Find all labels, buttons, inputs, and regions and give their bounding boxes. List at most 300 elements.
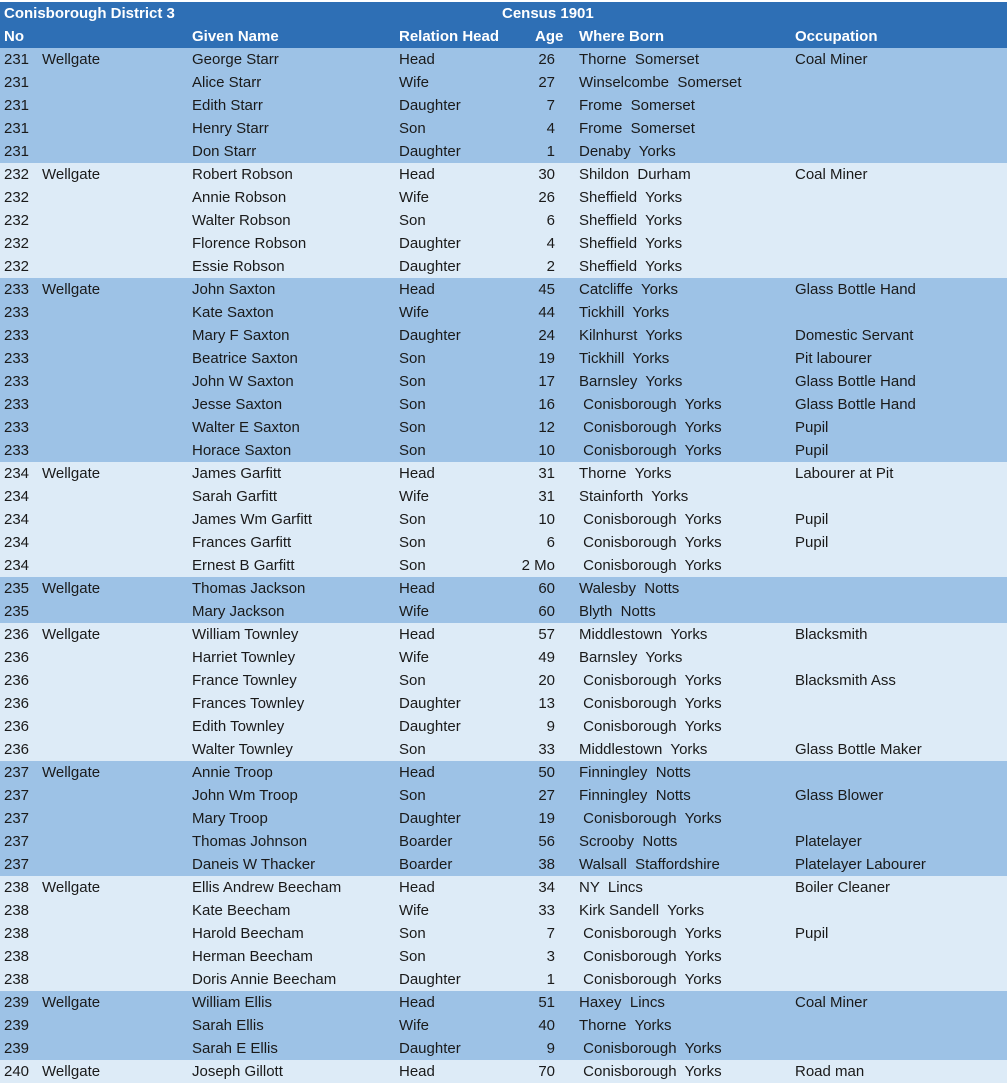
age-cell: 34 [538,879,555,896]
street-name-cell: Wellgate [42,1063,101,1080]
house-number-cell: 238 [4,925,30,942]
relation-to-head-cell: Son [399,442,426,459]
table-row [0,48,1007,71]
where-born-cell: Barnsley Yorks [579,649,683,666]
table-row [0,163,1007,186]
occupation-cell: Glass Bottle Hand [795,373,916,390]
where-born-cell: Tickhill Yorks [579,350,670,367]
relation-to-head-cell: Son [399,534,426,551]
table-row [0,715,1007,738]
where-born-cell: Denaby Yorks [579,143,676,160]
relation-to-head-cell: Wife [399,189,429,206]
house-number-cell: 236 [4,672,30,689]
table-row [0,807,1007,830]
given-name-cell: France Townley [192,672,297,689]
where-born-cell: Haxey Lincs [579,994,665,1011]
age-cell: 12 [538,419,555,436]
given-name-cell: Robert Robson [192,166,293,183]
house-number-cell: 233 [4,419,30,436]
column-header-where-born: Where Born [579,28,665,45]
house-number-cell: 237 [4,810,30,827]
table-row [0,922,1007,945]
column-header-occupation: Occupation [795,28,878,45]
occupation-cell: Blacksmith [795,626,868,643]
age-cell: 40 [538,1017,555,1034]
table-row [0,117,1007,140]
age-cell: 19 [538,810,555,827]
relation-to-head-cell: Son [399,741,426,758]
given-name-cell: Kate Beecham [192,902,291,919]
occupation-cell: Coal Miner [795,51,868,68]
relation-to-head-cell: Son [399,120,426,137]
where-born-cell: Conisborough Yorks [579,442,722,459]
street-name-cell: Wellgate [42,764,101,781]
where-born-cell: Blyth Notts [579,603,656,620]
age-cell: 33 [538,741,555,758]
relation-to-head-cell: Son [399,373,426,390]
house-number-cell: 236 [4,649,30,666]
age-cell: 31 [538,488,555,505]
table-row [0,623,1007,646]
where-born-cell: Kilnhurst Yorks [579,327,683,344]
relation-to-head-cell: Head [399,1063,435,1080]
occupation-cell: Glass Blower [795,787,884,804]
given-name-cell: Jesse Saxton [192,396,283,413]
given-name-cell: Horace Saxton [192,442,292,459]
table-row [0,899,1007,922]
table-row [0,830,1007,853]
table-row [0,761,1007,784]
relation-to-head-cell: Wife [399,649,429,666]
given-name-cell: Harriet Townley [192,649,296,666]
where-born-cell: Stainforth Yorks [579,488,689,505]
relation-to-head-cell: Boarder [399,833,453,850]
given-name-cell: Alice Starr [192,74,262,91]
relation-to-head-cell: Head [399,465,435,482]
census-year-title: Census 1901 [502,5,594,22]
age-cell: 9 [546,718,555,735]
given-name-cell: Ernest B Garfitt [192,557,295,574]
street-name-cell: Wellgate [42,879,101,896]
age-cell: 44 [538,304,555,321]
relation-to-head-cell: Son [399,925,426,942]
relation-to-head-cell: Daughter [399,971,461,988]
age-cell: 26 [538,51,555,68]
relation-to-head-cell: Daughter [399,97,461,114]
age-cell: 1 [546,143,555,160]
table-row [0,577,1007,600]
where-born-cell: Thorne Yorks [579,1017,672,1034]
house-number-cell: 238 [4,948,30,965]
house-number-cell: 239 [4,994,30,1011]
table-row [0,393,1007,416]
given-name-cell: William Townley [192,626,299,643]
age-cell: 50 [538,764,555,781]
given-name-cell: Annie Troop [192,764,273,781]
given-name-cell: Walter Townley [192,741,293,758]
relation-to-head-cell: Head [399,994,435,1011]
age-cell: 49 [538,649,555,666]
house-number-cell: 237 [4,764,30,781]
age-cell: 26 [538,189,555,206]
occupation-cell: Platelayer [795,833,862,850]
table-row [0,669,1007,692]
given-name-cell: Essie Robson [192,258,285,275]
occupation-cell: Pupil [795,442,829,459]
where-born-cell: Frome Somerset [579,120,695,137]
given-name-cell: Beatrice Saxton [192,350,298,367]
relation-to-head-cell: Daughter [399,718,461,735]
house-number-cell: 234 [4,534,30,551]
table-row [0,968,1007,991]
age-cell: 10 [538,511,555,528]
relation-to-head-cell: Daughter [399,258,461,275]
street-name-cell: Wellgate [42,580,101,597]
relation-to-head-cell: Wife [399,603,429,620]
table-row [0,1037,1007,1060]
age-cell: 4 [546,120,555,137]
age-cell: 24 [538,327,555,344]
house-number-cell: 234 [4,511,30,528]
where-born-cell: Barnsley Yorks [579,373,683,390]
relation-to-head-cell: Wife [399,304,429,321]
age-cell: 3 [546,948,555,965]
given-name-cell: Edith Townley [192,718,285,735]
age-cell: 70 [538,1063,555,1080]
house-number-cell: 238 [4,971,30,988]
house-number-cell: 236 [4,626,30,643]
table-row [0,71,1007,94]
where-born-cell: Kirk Sandell Yorks [579,902,705,919]
age-cell: 6 [546,212,555,229]
given-name-cell: Edith Starr [192,97,263,114]
table-row [0,301,1007,324]
house-number-cell: 237 [4,833,30,850]
where-born-cell: NY Lincs [579,879,643,896]
house-number-cell: 233 [4,327,30,344]
where-born-cell: Conisborough Yorks [579,557,722,574]
street-name-cell: Wellgate [42,281,101,298]
house-number-cell: 233 [4,281,30,298]
relation-to-head-cell: Head [399,580,435,597]
given-name-cell: Henry Starr [192,120,269,137]
age-cell: 27 [538,74,555,91]
given-name-cell: Daneis W Thacker [192,856,316,873]
table-row [0,94,1007,117]
where-born-cell: Sheffield Yorks [579,189,683,206]
occupation-cell: Platelayer Labourer [795,856,926,873]
occupation-cell: Glass Bottle Maker [795,741,922,758]
age-cell: 7 [546,925,555,942]
table-row [0,1014,1007,1037]
house-number-cell: 234 [4,488,30,505]
given-name-cell: Sarah Ellis [192,1017,264,1034]
house-number-cell: 232 [4,189,30,206]
occupation-cell: Pupil [795,534,829,551]
age-cell: 60 [538,580,555,597]
house-number-cell: 235 [4,603,30,620]
relation-to-head-cell: Boarder [399,856,453,873]
where-born-cell: Conisborough Yorks [579,925,722,942]
age-cell: 17 [538,373,555,390]
street-name-cell: Wellgate [42,51,101,68]
relation-to-head-cell: Wife [399,74,429,91]
where-born-cell: Shildon Durham [579,166,691,183]
given-name-cell: Herman Beecham [192,948,313,965]
relation-to-head-cell: Head [399,51,435,68]
house-number-cell: 232 [4,258,30,275]
table-row [0,1060,1007,1083]
table-row [0,416,1007,439]
occupation-cell: Pupil [795,419,829,436]
where-born-cell: Finningley Notts [579,764,691,781]
age-cell: 10 [538,442,555,459]
relation-to-head-cell: Son [399,672,426,689]
age-cell: 7 [546,97,555,114]
age-cell: 1 [546,971,555,988]
occupation-cell: Glass Bottle Hand [795,281,916,298]
relation-to-head-cell: Head [399,281,435,298]
occupation-cell: Labourer at Pit [795,465,894,482]
table-row [0,278,1007,301]
house-number-cell: 239 [4,1040,30,1057]
where-born-cell: Scrooby Notts [579,833,678,850]
house-number-cell: 231 [4,51,30,68]
house-number-cell: 236 [4,741,30,758]
where-born-cell: Thorne Yorks [579,465,672,482]
given-name-cell: Annie Robson [192,189,287,206]
table-row [0,646,1007,669]
age-cell: 51 [538,994,555,1011]
where-born-cell: Thorne Somerset [579,51,700,68]
age-cell: 2 [546,258,555,275]
where-born-cell: Walsall Staffordshire [579,856,720,873]
house-number-cell: 231 [4,97,30,114]
house-number-cell: 233 [4,304,30,321]
house-number-cell: 233 [4,396,30,413]
occupation-cell: Pupil [795,925,829,942]
table-row [0,692,1007,715]
house-number-cell: 231 [4,74,30,91]
where-born-cell: Tickhill Yorks [579,304,670,321]
house-number-cell: 240 [4,1063,30,1080]
table-row [0,485,1007,508]
relation-to-head-cell: Son [399,511,426,528]
given-name-cell: John Wm Troop [192,787,298,804]
table-row [0,370,1007,393]
table-row [0,600,1007,623]
where-born-cell: Conisborough Yorks [579,971,722,988]
table-row [0,945,1007,968]
column-header-given-name: Given Name [192,28,279,45]
street-name-cell: Wellgate [42,994,101,1011]
given-name-cell: Thomas Johnson [192,833,308,850]
relation-to-head-cell: Wife [399,488,429,505]
age-cell: 45 [538,281,555,298]
occupation-cell: Pit labourer [795,350,872,367]
column-header-age: Age [535,28,564,45]
age-cell: 30 [538,166,555,183]
given-name-cell: Thomas Jackson [192,580,306,597]
table-row [0,853,1007,876]
age-cell: 9 [546,1040,555,1057]
table-row [0,554,1007,577]
house-number-cell: 237 [4,787,30,804]
given-name-cell: James Wm Garfitt [192,511,313,528]
title-bar [0,2,1007,25]
table-row [0,876,1007,899]
table-row [0,439,1007,462]
given-name-cell: Don Starr [192,143,257,160]
table-row [0,209,1007,232]
table-row [0,462,1007,485]
given-name-cell: Doris Annie Beecham [192,971,337,988]
table-row [0,255,1007,278]
relation-to-head-cell: Son [399,396,426,413]
occupation-cell: Blacksmith Ass [795,672,896,689]
age-cell: 57 [538,626,555,643]
relation-to-head-cell: Daughter [399,810,461,827]
age-cell: 27 [538,787,555,804]
street-name-cell: Wellgate [42,465,101,482]
given-name-cell: Kate Saxton [192,304,274,321]
relation-to-head-cell: Son [399,419,426,436]
where-born-cell: Conisborough Yorks [579,718,722,735]
given-name-cell: Harold Beecham [192,925,304,942]
relation-to-head-cell: Son [399,557,426,574]
house-number-cell: 231 [4,120,30,137]
house-number-cell: 232 [4,212,30,229]
age-cell: 20 [538,672,555,689]
occupation-cell: Pupil [795,511,829,528]
relation-to-head-cell: Wife [399,902,429,919]
where-born-cell: Finningley Notts [579,787,691,804]
relation-to-head-cell: Daughter [399,1040,461,1057]
occupation-cell: Boiler Cleaner [795,879,891,896]
where-born-cell: Conisborough Yorks [579,419,722,436]
relation-to-head-cell: Daughter [399,327,461,344]
table-row [0,140,1007,163]
given-name-cell: John W Saxton [192,373,294,390]
age-cell: 33 [538,902,555,919]
age-cell: 60 [538,603,555,620]
house-number-cell: 236 [4,695,30,712]
age-cell: 19 [538,350,555,367]
relation-to-head-cell: Wife [399,1017,429,1034]
table-row [0,784,1007,807]
age-cell: 31 [538,465,555,482]
table-row [0,738,1007,761]
house-number-cell: 237 [4,856,30,873]
table-row [0,324,1007,347]
occupation-cell: Glass Bottle Hand [795,396,916,413]
where-born-cell: Conisborough Yorks [579,695,722,712]
given-name-cell: Walter E Saxton [192,419,300,436]
age-cell: 13 [538,695,555,712]
where-born-cell: Conisborough Yorks [579,810,722,827]
column-header-relation: Relation Head [399,28,500,45]
table-row [0,991,1007,1014]
street-name-cell: Wellgate [42,166,101,183]
street-name-cell: Wellgate [42,626,101,643]
where-born-cell: Conisborough Yorks [579,1063,722,1080]
house-number-cell: 235 [4,580,30,597]
house-number-cell: 234 [4,465,30,482]
relation-to-head-cell: Son [399,212,426,229]
given-name-cell: Mary F Saxton [192,327,290,344]
relation-to-head-cell: Daughter [399,143,461,160]
house-number-cell: 236 [4,718,30,735]
given-name-cell: Mary Troop [192,810,268,827]
where-born-cell: Middlestown Yorks [579,626,708,643]
house-number-cell: 239 [4,1017,30,1034]
house-number-cell: 233 [4,373,30,390]
relation-to-head-cell: Daughter [399,235,461,252]
age-cell: 2 Mo [521,557,555,574]
where-born-cell: Sheffield Yorks [579,258,683,275]
relation-to-head-cell: Son [399,350,426,367]
given-name-cell: William Ellis [192,994,272,1011]
where-born-cell: Conisborough Yorks [579,511,722,528]
age-cell: 56 [538,833,555,850]
occupation-cell: Domestic Servant [795,327,914,344]
house-number-cell: 231 [4,143,30,160]
table-row [0,232,1007,255]
given-name-cell: Walter Robson [192,212,291,229]
house-number-cell: 238 [4,879,30,896]
given-name-cell: George Starr [192,51,279,68]
given-name-cell: Frances Garfitt [192,534,292,551]
given-name-cell: John Saxton [192,281,276,298]
table-row [0,186,1007,209]
where-born-cell: Conisborough Yorks [579,948,722,965]
where-born-cell: Sheffield Yorks [579,212,683,229]
sheet-title: Conisborough District 3 [4,5,175,22]
column-header-row [0,25,1007,48]
house-number-cell: 238 [4,902,30,919]
where-born-cell: Catcliffe Yorks [579,281,678,298]
where-born-cell: Conisborough Yorks [579,534,722,551]
age-cell: 16 [538,396,555,413]
relation-to-head-cell: Head [399,879,435,896]
given-name-cell: Mary Jackson [192,603,285,620]
where-born-cell: Sheffield Yorks [579,235,683,252]
house-number-cell: 232 [4,166,30,183]
given-name-cell: Sarah E Ellis [192,1040,278,1057]
where-born-cell: Conisborough Yorks [579,1040,722,1057]
where-born-cell: Conisborough Yorks [579,396,722,413]
relation-to-head-cell: Head [399,166,435,183]
table-row [0,347,1007,370]
where-born-cell: Walesby Notts [579,580,680,597]
given-name-cell: James Garfitt [192,465,282,482]
where-born-cell: Conisborough Yorks [579,672,722,689]
age-cell: 4 [546,235,555,252]
house-number-cell: 233 [4,350,30,367]
table-row [0,531,1007,554]
relation-to-head-cell: Daughter [399,695,461,712]
column-header-no: No [4,28,24,45]
where-born-cell: Middlestown Yorks [579,741,708,758]
given-name-cell: Ellis Andrew Beecham [192,879,342,896]
age-cell: 38 [538,856,555,873]
relation-to-head-cell: Son [399,948,426,965]
given-name-cell: Florence Robson [192,235,307,252]
age-cell: 6 [546,534,555,551]
relation-to-head-cell: Head [399,626,435,643]
occupation-cell: Coal Miner [795,994,868,1011]
relation-to-head-cell: Son [399,787,426,804]
